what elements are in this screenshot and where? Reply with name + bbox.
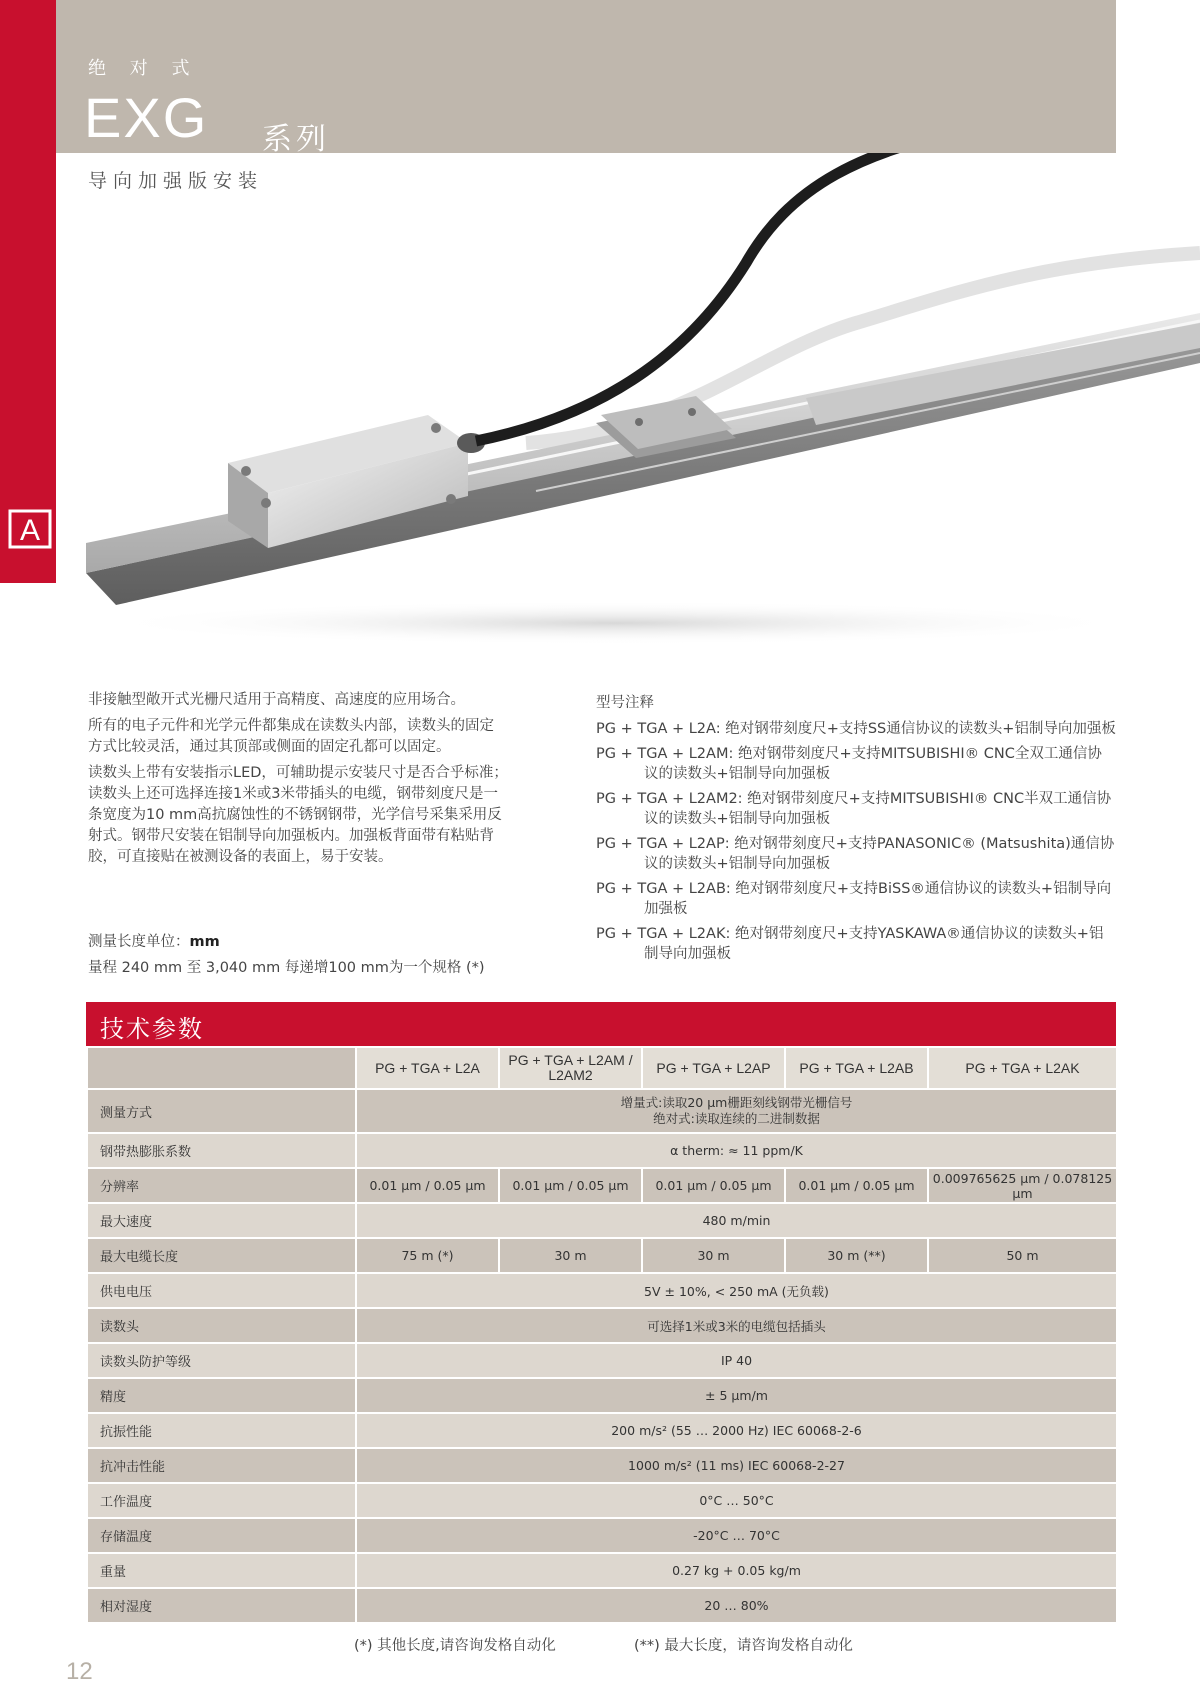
spec-value: 增量式:读取20 µm栅距刻线钢带光栅信号 绝对式:读取连续的二进制数据 [356,1089,1117,1133]
table-row [87,1588,1117,1623]
model-notes [596,693,1116,969]
measuring-unit [88,930,220,951]
spec-value: 75 m (*) [356,1238,499,1273]
spec-label: 供电电压 [87,1273,356,1308]
table-row [87,1089,1117,1133]
spec-value: 20 … 80% [356,1588,1117,1623]
specs-column-header: PG + TGA + L2A [356,1047,499,1089]
header-band [56,0,1116,153]
table-row [87,1448,1117,1483]
spec-label: 最大电缆长度 [87,1238,356,1273]
spec-value: α therm: ≈ 11 ppm/K [356,1133,1117,1168]
spec-label: 测量方式 [87,1089,356,1133]
spec-label: 分辨率 [87,1168,356,1203]
spec-value: 30 m [499,1238,642,1273]
spec-label: 最大速度 [87,1203,356,1238]
specs-column-header: PG + TGA + L2AM / L2AM2 [499,1047,642,1089]
footnote-other-lengths: (*) 其他长度,请咨询发格自动化 [354,1638,556,1654]
series-code: EXG [84,86,209,149]
spec-value: 0.27 kg + 0.05 kg/m [356,1553,1117,1588]
specs-column-header: PG + TGA + L2AK [928,1047,1117,1089]
intro-paragraph: 非接触型敞开式光栅尺适用于高精度、高速度的应用场合。 [88,692,465,708]
model-notes-heading: 型号注释 [596,695,654,711]
spec-label: 重量 [87,1553,356,1588]
spec-value: IP 40 [356,1343,1117,1378]
model-note-item: PG + TGA + L2AB: 绝对钢带刻度尺+支持BiSS®通信协议的读数头+铝制导向加强板 [596,881,1112,917]
model-note-item: PG + TGA + L2A: 绝对钢带刻度尺+支持SS通信协议的读数头+铝制导向加强板 [596,721,1116,737]
model-note-item: PG + TGA + L2AM: 绝对钢带刻度尺+支持MITSUBISHI® CNC全双工通信协议的读数头+铝制导向加强板 [596,746,1102,782]
spec-label: 工作温度 [87,1483,356,1518]
intro-paragraph: 读数头上带有安装指示LED，可辅助提示安装尺寸是否合乎标准；读数头上还可选择连接1米或3米带插头的电缆，钢带刻度尺是一条宽度为10 mm高抗腐蚀性的不锈钢钢带，光学信号采集采用反射式。钢带尺安装在铝制导向加强板内。加强板背面带有粘贴背胶，可直接贴在被测设备的表面上，易于安装。 [88,765,508,865]
specs-column-header: PG + TGA + L2AP [642,1047,785,1089]
spec-label: 抗振性能 [87,1413,356,1448]
table-row [87,1308,1117,1343]
table-row [87,1168,1117,1203]
table-row [87,1483,1117,1518]
table-row [87,1553,1117,1588]
intro-text [88,690,508,873]
spec-value: ± 5 µm/m [356,1378,1117,1413]
spec-label: 读数头 [87,1308,356,1343]
left-red-bar [0,0,56,583]
section-tab-a [0,505,56,553]
table-row [87,1203,1117,1238]
table-row [87,1413,1117,1448]
spec-value: 0.01 µm / 0.05 µm [356,1168,499,1203]
table-row [87,1238,1117,1273]
spec-value: 5V ± 10%, < 250 mA (无负载) [356,1273,1117,1308]
spec-value: 0.01 µm / 0.05 µm [499,1168,642,1203]
spec-label: 抗冲击性能 [87,1448,356,1483]
spec-value: -20°C … 70°C [356,1518,1117,1553]
table-row [87,1378,1117,1413]
model-note-item: PG + TGA + L2AP: 绝对钢带刻度尺+支持PANASONIC® (Matsushita)通信协议的读数头+铝制导向加强板 [596,836,1115,872]
table-row [87,1343,1117,1378]
specs-table [86,1046,1118,1624]
table-row [87,1273,1117,1308]
measuring-range: 量程 240 mm 至 3,040 mm 每递增100 mm为一个规格 (*) [88,960,485,976]
spec-value: 0.009765625 µm / 0.078125 µm [928,1168,1117,1203]
spec-value: 50 m [928,1238,1117,1273]
spec-label: 钢带热膨胀系数 [87,1133,356,1168]
series-word: 系列 [262,122,330,157]
spec-label: 读数头防护等级 [87,1343,356,1378]
product-photo [56,153,1200,673]
spec-value: 0.01 µm / 0.05 µm [785,1168,928,1203]
spec-value: 200 m/s² (55 … 2000 Hz) IEC 60068-2-6 [356,1413,1117,1448]
page-subtitle: 导向加强版安装 [88,170,264,192]
spec-value: 30 m (**) [785,1238,928,1273]
spec-label: 存储温度 [87,1518,356,1553]
specs-title: 技术参数 [100,1015,204,1043]
page-number: 12 [66,1658,93,1685]
table-row [87,1133,1117,1168]
table-row [87,1518,1117,1553]
intro-paragraph: 所有的电子元件和光学元件都集成在读数头内部，读数头的固定方式比较灵活，通过其顶部或侧面的固定孔都可以固定。 [88,718,494,755]
specs-column-header: PG + TGA + L2AB [785,1047,928,1089]
section-tab-letter: A [19,514,41,547]
unit-value: mm [189,934,220,950]
spec-label: 精度 [87,1378,356,1413]
kicker-label: 绝 对 式 [88,58,199,79]
model-note-item: PG + TGA + L2AM2: 绝对钢带刻度尺+支持MITSUBISHI® CNC半双工通信协议的读数头+铝制导向加强板 [596,791,1112,827]
unit-label: 测量长度单位： [88,934,190,950]
spec-value: 可选择1米或3米的电缆包括插头 [356,1308,1117,1343]
spec-value: 1000 m/s² (11 ms) IEC 60068-2-27 [356,1448,1117,1483]
spec-value: 30 m [642,1238,785,1273]
specs-title-band [86,1002,1116,1046]
spec-value: 0°C … 50°C [356,1483,1117,1518]
spec-label: 相对湿度 [87,1588,356,1623]
model-note-item: PG + TGA + L2AK: 绝对钢带刻度尺+支持YASKAWA®通信协议的读数头+铝制导向加强板 [596,926,1104,962]
footnote-max-length: (**) 最大长度，请咨询发格自动化 [634,1638,853,1654]
spec-value: 0.01 µm / 0.05 µm [642,1168,785,1203]
spec-value: 480 m/min [356,1203,1117,1238]
specs-corner-cell [87,1047,356,1089]
